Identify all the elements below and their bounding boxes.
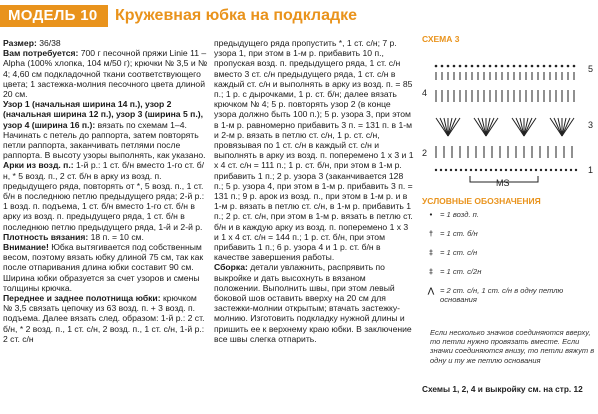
text-column-2 xyxy=(214,38,414,344)
legend-text: = 2 ст. с/н, 1 ст. с/н в одну петлю основания xyxy=(440,286,564,304)
chain-stitch-mark xyxy=(441,65,444,68)
chain-stitch-mark xyxy=(525,65,528,68)
row-number-label: 5 xyxy=(588,64,594,74)
legend-item xyxy=(422,248,590,257)
fan-stitch-mark xyxy=(516,118,524,136)
paragraph-text: предыдущего ряда пропустить *, 1 ст. с/н; 7 р. узора 1, при этом в 1-м р. прибавить 10 п., пропуская возд. п. предыдущего ряда, 1 ст. с/н вместо 3 ст. с/н предыдущего ряда, 1 ст. с/н в каждый ст. с/н и выполнять в арку из возд. п. = 85 п.; 1 р. с дырочками, 1 р. ст. б/н; далее вязать крючком № 4; 5 р. повторять узор 2 (в конце узора должно быть 100 п.); 5 р. узора 3, при этом в 1-м р. равномерно прибавить 3 п. = 131 п. в 1-м и 2-м р. вязать в петлю ст. с/н, 1 р. ст. с/н, провязывая по 1 ст. с/н в каждый ст. с/н и выполнять в арку из возд. п. поперемено 1 х 3 и 1 х 4 ст. с/н = 111 п.; 1 р. ст. б/н, при этом в 1-м р. прибавить 1 п.; 2 р. узора 3 (заканчивается 128 п.; 5 р. узора 4, при этом в 1-м р. прибавить 3 п. = 131 п.; 9 р. арок из возд. п., при этом в 1-м р. и в 1-м р. вязать в петлю ст. с/н, в 1-м р. прибавить 1 п.; 2 р. ст. с/н, при этом в 1-м р. вязать в петлю ст. б/н и в каждую арку из возд. п. поперемено 1 х 3 и 1 х 4 ст. с/н = 144 п.; 1 р. ст. б/н, при этом прибавить 1 п.; 6 р. узора 4 и 1 р. ст. б/н в качестве завершения работы. xyxy=(214,38,414,263)
chain-stitch-mark xyxy=(540,169,542,171)
chain-stitch-mark xyxy=(453,65,456,68)
row-number-label: 2 xyxy=(422,148,428,158)
legend-text: = 1 возд. п. xyxy=(440,210,479,219)
paragraph-text: крючком № 3,5 связать цепочку из 63 возд. п. + 3 возд. п. подъема. Далее вязать след. образом: 1-й р.: 2 ст. б/н, * 2 возд. п., 1 ст. с/н, 2 возд. п., 1 ст. с/н, 1-й р.: 2 ст. с/н xyxy=(3,293,205,344)
paragraph-heading: Плотность вязания: xyxy=(3,231,89,242)
paragraph xyxy=(3,48,208,99)
ms-label: MS xyxy=(496,178,510,188)
chain-stitch-mark xyxy=(555,169,557,171)
paragraph-text: 36/38 xyxy=(36,38,61,48)
chain-stitch-mark xyxy=(575,169,577,171)
chain-stitch-mark xyxy=(435,65,438,68)
model-number: МОДЕЛЬ 10 xyxy=(0,5,108,27)
fan-stitch-mark xyxy=(478,118,486,136)
paragraph-heading: Узор 1 (начальная ширина 14 п.), узор 2 (начальная ширина 12 п.), узор 3 (ширина 5 п.), узор 4 (ширина 16 п.): xyxy=(3,99,203,130)
chain-stitch-mark xyxy=(525,169,527,171)
chain-stitch-mark xyxy=(465,169,467,171)
row-number-label: 1 xyxy=(588,165,594,175)
crochet-chart xyxy=(418,44,598,194)
chain-stitch-mark xyxy=(519,65,522,68)
chain-stitch-mark xyxy=(535,169,537,171)
fan-stitch-mark xyxy=(554,118,562,136)
chain-stitch-mark xyxy=(515,169,517,171)
legend-symbol-icon: † xyxy=(428,229,434,238)
paragraph-text: 700 г песочной пряжи Linie 11 – Alpha (100% хлопка, 104 м/50 г); крючки № 3,5 и № 4; 4,60 см подкладочной ткани соответствующего цвета; 1 застежка-молния песочного цвета длиной 20 см. xyxy=(3,48,208,100)
legend-symbol-icon: ‡ xyxy=(428,267,434,276)
paragraph-text: детали увлажнить, распрявить по выкройке и дать высохнуть в вязаном положении. Выполнить швы, при этом левый боковой шов оставить вверху на 20 см для застежки-молнии открытым; втачать застежку-молнию. Изготовить подкладку нужной длины и пришить ее к верхнему краю юбки. В заключение все швы слегка отпарить. xyxy=(214,262,412,344)
chain-stitch-mark xyxy=(543,65,546,68)
chain-stitch-mark xyxy=(440,169,442,171)
legend-item xyxy=(422,210,590,219)
chain-stitch-mark xyxy=(455,169,457,171)
paragraph xyxy=(3,38,208,48)
legend-item xyxy=(422,229,590,238)
fan-stitch-mark xyxy=(440,118,448,136)
paragraph-heading: Сборка: xyxy=(214,262,248,273)
legend-title: УСЛОВНЫЕ ОБОЗНАЧЕНИЯ xyxy=(422,196,541,206)
legend-symbol-icon: ⋀ xyxy=(427,286,435,295)
paragraph-text: 1-й р.: 1 ст. б/н вместо 1-го ст. б/н, * 5 возд. п., 2 ст. б/н в арку из возд. п. предыдущего ряда, повторять от *, 5 возд. п., 1 ст. б/н в последнюю петлю предыдущего ряда; 2-й р.: 1 возд. п. подъема, 1 ст. б/н вместо 1-го ст. б/н в арку из возд. п. предыдущего ряда, 1 ст. б/н в последнюю петлю предыдущего ряда, 1-й и 2-й р. xyxy=(3,160,205,232)
chain-stitch-mark xyxy=(513,65,516,68)
paragraph xyxy=(3,99,208,160)
chain-stitch-mark xyxy=(565,169,567,171)
chain-stitch-mark xyxy=(489,65,492,68)
chain-stitch-mark xyxy=(450,169,452,171)
chain-stitch-mark xyxy=(570,169,572,171)
paragraph-heading: Арки из возд. п.: xyxy=(3,160,74,171)
chain-stitch-mark xyxy=(495,169,497,171)
chain-stitch-mark xyxy=(471,65,474,68)
paragraph xyxy=(3,293,208,344)
chain-stitch-mark xyxy=(435,169,437,171)
chain-stitch-mark xyxy=(549,65,552,68)
chain-stitch-mark xyxy=(500,169,502,171)
chain-stitch-mark xyxy=(537,65,540,68)
chain-stitch-mark xyxy=(507,65,510,68)
legend-text: = 1 ст. б/н xyxy=(440,229,478,238)
chain-stitch-mark xyxy=(510,169,512,171)
paragraph xyxy=(3,232,208,242)
row-number-label: 4 xyxy=(422,88,428,98)
chain-stitch-mark xyxy=(490,169,492,171)
chain-stitch-mark xyxy=(505,169,507,171)
paragraph-text: вязать по схемам 1–4. Начинать с петель до раппорта, затем повторять петли раппорта, заканчивать петлями после раппорта. В высоту узоры выполнять, как указано. xyxy=(3,119,206,161)
chain-stitch-mark xyxy=(530,169,532,171)
chain-stitch-mark xyxy=(567,65,570,68)
paragraph-heading: Переднее и заднее полотнища юбки: xyxy=(3,293,161,304)
diagram-panel xyxy=(418,32,598,414)
chain-stitch-mark xyxy=(495,65,498,68)
legend-item xyxy=(422,267,590,276)
paragraph-heading: Вам потребуется: xyxy=(3,48,79,59)
page-title: Кружевная юбка на подкладке xyxy=(115,7,358,24)
legend-note: Если несколько значков соединяются вверху, то петли нужно провязать вместе. Если значки соединяются внизу, то петли вяжут в одну и ту же петлю основания xyxy=(430,328,595,365)
legend-item xyxy=(422,286,590,304)
page-header xyxy=(0,0,598,30)
chain-stitch-mark xyxy=(470,169,472,171)
chain-stitch-mark xyxy=(483,65,486,68)
paragraph xyxy=(214,38,414,262)
chain-stitch-mark xyxy=(445,169,447,171)
chain-stitch-mark xyxy=(477,65,480,68)
chain-stitch-mark xyxy=(501,65,504,68)
chain-stitch-mark xyxy=(465,65,468,68)
paragraph xyxy=(214,262,414,344)
chain-stitch-mark xyxy=(573,65,576,68)
legend-text: = 1 ст. с/н xyxy=(440,248,478,257)
chain-stitch-mark xyxy=(459,65,462,68)
legend-symbol-icon: • xyxy=(429,210,433,219)
chain-stitch-mark xyxy=(480,169,482,171)
paragraph-heading: Размер: xyxy=(3,38,37,48)
chain-stitch-mark xyxy=(475,169,477,171)
chain-stitch-mark xyxy=(561,65,564,68)
chain-stitch-mark xyxy=(555,65,558,68)
paragraph-text: Юбка вытягивается под собственным весом, поэтому вязать юбку длиной 75 см, так как после отпаривания длина юбки составит 90 см. Ширина юбки образуется за счет узоров и смены толщины крючка. xyxy=(3,242,204,293)
paragraph-heading: Внимание! xyxy=(3,242,49,253)
chain-stitch-mark xyxy=(520,169,522,171)
chain-stitch-mark xyxy=(550,169,552,171)
row-number-label: 3 xyxy=(588,120,594,130)
chain-stitch-mark xyxy=(447,65,450,68)
legend-symbol-icon: ‡ xyxy=(428,248,434,257)
chain-stitch-mark xyxy=(531,65,534,68)
chain-stitch-mark xyxy=(485,169,487,171)
paragraph-text: 18 п. = 10 см. xyxy=(88,231,144,242)
chain-stitch-mark xyxy=(545,169,547,171)
paragraph xyxy=(3,160,208,231)
chain-stitch-mark xyxy=(560,169,562,171)
legend-text: = 1 ст. с/2н xyxy=(440,267,482,276)
text-column-1 xyxy=(3,38,208,344)
reference-note: Схемы 1, 2, 4 и выкройку см. на стр. 12 xyxy=(422,384,583,394)
chain-stitch-mark xyxy=(460,169,462,171)
paragraph xyxy=(3,242,208,293)
schema-title: СХЕМА 3 xyxy=(422,34,460,44)
